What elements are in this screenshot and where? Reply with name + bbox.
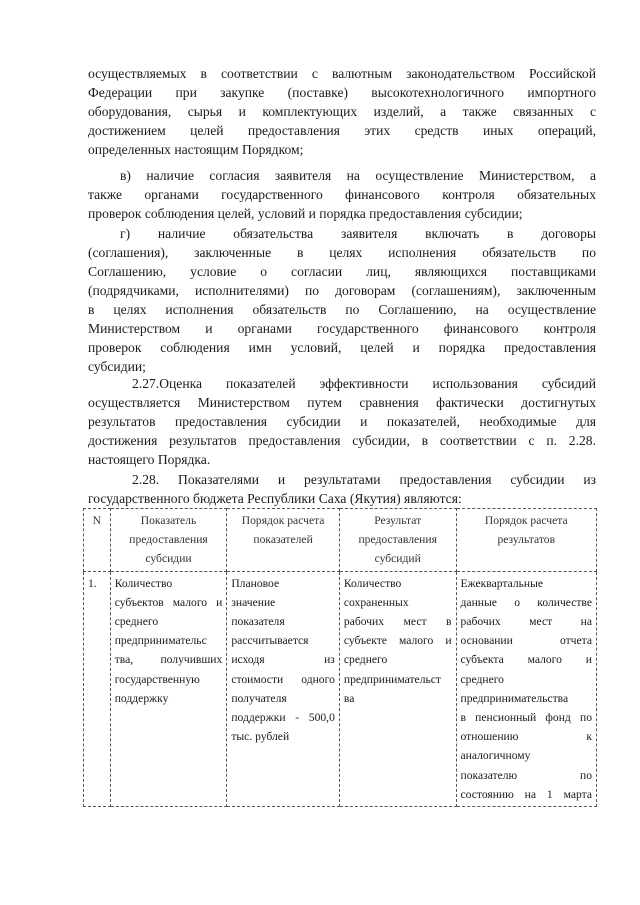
cell-line: показателю по — [460, 768, 592, 782]
text-line: (подрядчиками, исполнителями) по договорам (соглашениям), заключенным — [88, 283, 596, 298]
text-line: Министерством и органами государственного финансового контроля — [88, 321, 596, 336]
cell-line: государственную — [114, 672, 200, 686]
cell-line: стоимости одного — [231, 672, 335, 686]
cell-line: среднего — [460, 672, 504, 686]
header-line: Показатель — [140, 514, 197, 527]
cell-line: среднего — [343, 653, 388, 667]
text-line: 2.28. Показателями и результатами предоставления субсидии из — [132, 472, 596, 487]
header-cell-result-calc — [456, 509, 596, 572]
cell-line: ва — [343, 691, 355, 705]
header-cell-result — [339, 509, 456, 572]
header-line: предоставления — [358, 533, 437, 547]
header-line: субсидий — [374, 552, 421, 566]
cell-line: 1. — [88, 576, 97, 590]
cell-number — [84, 571, 111, 806]
text-line: настоящего Порядка. — [88, 452, 211, 467]
cell-line: субъектов малого и — [114, 595, 223, 609]
text-line: проверок соблюдения целей, условий и порядка предоставления субсидии; — [88, 206, 523, 221]
cell-line: рабочих мест в — [343, 615, 452, 629]
paragraph — [88, 166, 596, 223]
header-line: предоставления — [129, 533, 208, 547]
indicators-table — [83, 508, 597, 807]
cell-line: предпринимательст — [343, 672, 441, 686]
cell-line: тва, получивших — [114, 653, 223, 667]
cell-result — [339, 571, 456, 806]
cell-line: сохраненных — [343, 595, 409, 609]
cell-line: рассчитывается — [231, 634, 309, 648]
header-cell-n — [84, 509, 111, 572]
cell-line: аналогичному — [460, 749, 531, 763]
text-line: проверок соблюдения имн условий, целей и порядка предоставления — [88, 340, 596, 355]
cell-line: предпринимательства — [460, 691, 569, 705]
paragraph — [88, 224, 596, 376]
cell-line: Количество — [343, 576, 402, 590]
header-line: Порядок расчета — [241, 514, 325, 527]
header-cell-indicator-calc — [227, 509, 340, 572]
cell-line: Ежеквартальные — [460, 576, 544, 590]
cell-indicator-calc — [227, 571, 340, 806]
header-line: субсидии — [145, 552, 192, 566]
cell-line: субъекта малого и — [460, 653, 592, 667]
text-line: г) наличие обязательства заявителя включать в договоры — [120, 226, 596, 241]
header-cell-indicator — [110, 509, 227, 572]
header-line: N — [92, 514, 102, 527]
cell-line: среднего — [114, 615, 159, 629]
text-line: субсидии; — [88, 359, 146, 374]
cell-line: основании отчета — [460, 634, 592, 648]
text-line: 2.27.Оценка показателей эффективности использования субсидий — [132, 376, 596, 391]
text-line: достижением целей предоставления этих средств иных операций, — [88, 123, 596, 138]
cell-line: поддержку — [114, 691, 169, 705]
text-line: государственного бюджета Республики Саха (Якутия) являются: — [88, 491, 462, 506]
header-line: Порядок расчета — [484, 514, 568, 527]
cell-line: в пенсионный фонд по — [460, 711, 592, 725]
text-line: определенных настоящим Порядком; — [88, 142, 304, 157]
cell-line: исходя из — [231, 653, 335, 667]
header-line: показателей — [253, 533, 313, 547]
paragraph — [88, 374, 596, 469]
header-line: результатов — [497, 533, 556, 547]
text-line: также органами государственного финансового контроля обязательных — [88, 187, 596, 202]
cell-line: состоянию на 1 марта — [460, 787, 592, 801]
cell-line: тыс. рублей — [231, 730, 290, 744]
table-row — [84, 571, 597, 806]
cell-line: Плановое — [231, 576, 280, 590]
text-line: оборудования, сырья и комплектующих изделий, а также связанных с — [88, 104, 596, 119]
text-line: осуществляемых в соответствии с валютным законодательством Российской — [88, 66, 596, 81]
cell-line: отношению к — [460, 730, 592, 744]
cell-line: данные о количестве — [460, 595, 592, 609]
cell-result-calc — [456, 571, 596, 806]
text-line: достижения результатов предоставления субсидии, в соответствии с п. 2.28. — [88, 433, 596, 448]
cell-line: предпринимательс — [114, 634, 207, 648]
cell-line: значение — [231, 595, 276, 609]
text-line: результатов предоставления субсидии и показателей, необходимые для — [88, 414, 596, 429]
cell-line: получателя — [231, 691, 287, 705]
paragraph — [88, 64, 596, 159]
text-line: осуществляется Министерством путем сравнения фактически достигнутых — [88, 395, 596, 410]
text-line: в) наличие согласия заявителя на осуществление Министерством, а — [120, 168, 596, 183]
cell-line: рабочих мест на — [460, 615, 592, 629]
text-line: (соглашения), заключенные в целях исполнения обязательств по — [88, 245, 596, 260]
text-line: Федерации при закупке (поставке) высокотехнологичного импортного — [88, 85, 596, 100]
cell-line: субъекте малого и — [343, 634, 452, 648]
cell-line: Количество — [114, 576, 173, 590]
cell-line: поддержки - 500,0 — [231, 711, 335, 725]
paragraph — [88, 470, 596, 508]
cell-indicator — [110, 571, 227, 806]
header-line: Результат — [374, 514, 422, 527]
table-header-row — [84, 509, 597, 572]
cell-line: показателя — [231, 615, 285, 629]
text-line: Соглашению, условие о согласии лиц, являющихся поставщиками — [88, 264, 596, 279]
text-line: в целях исполнения обязательств по Соглашению, на осуществление — [88, 302, 596, 317]
